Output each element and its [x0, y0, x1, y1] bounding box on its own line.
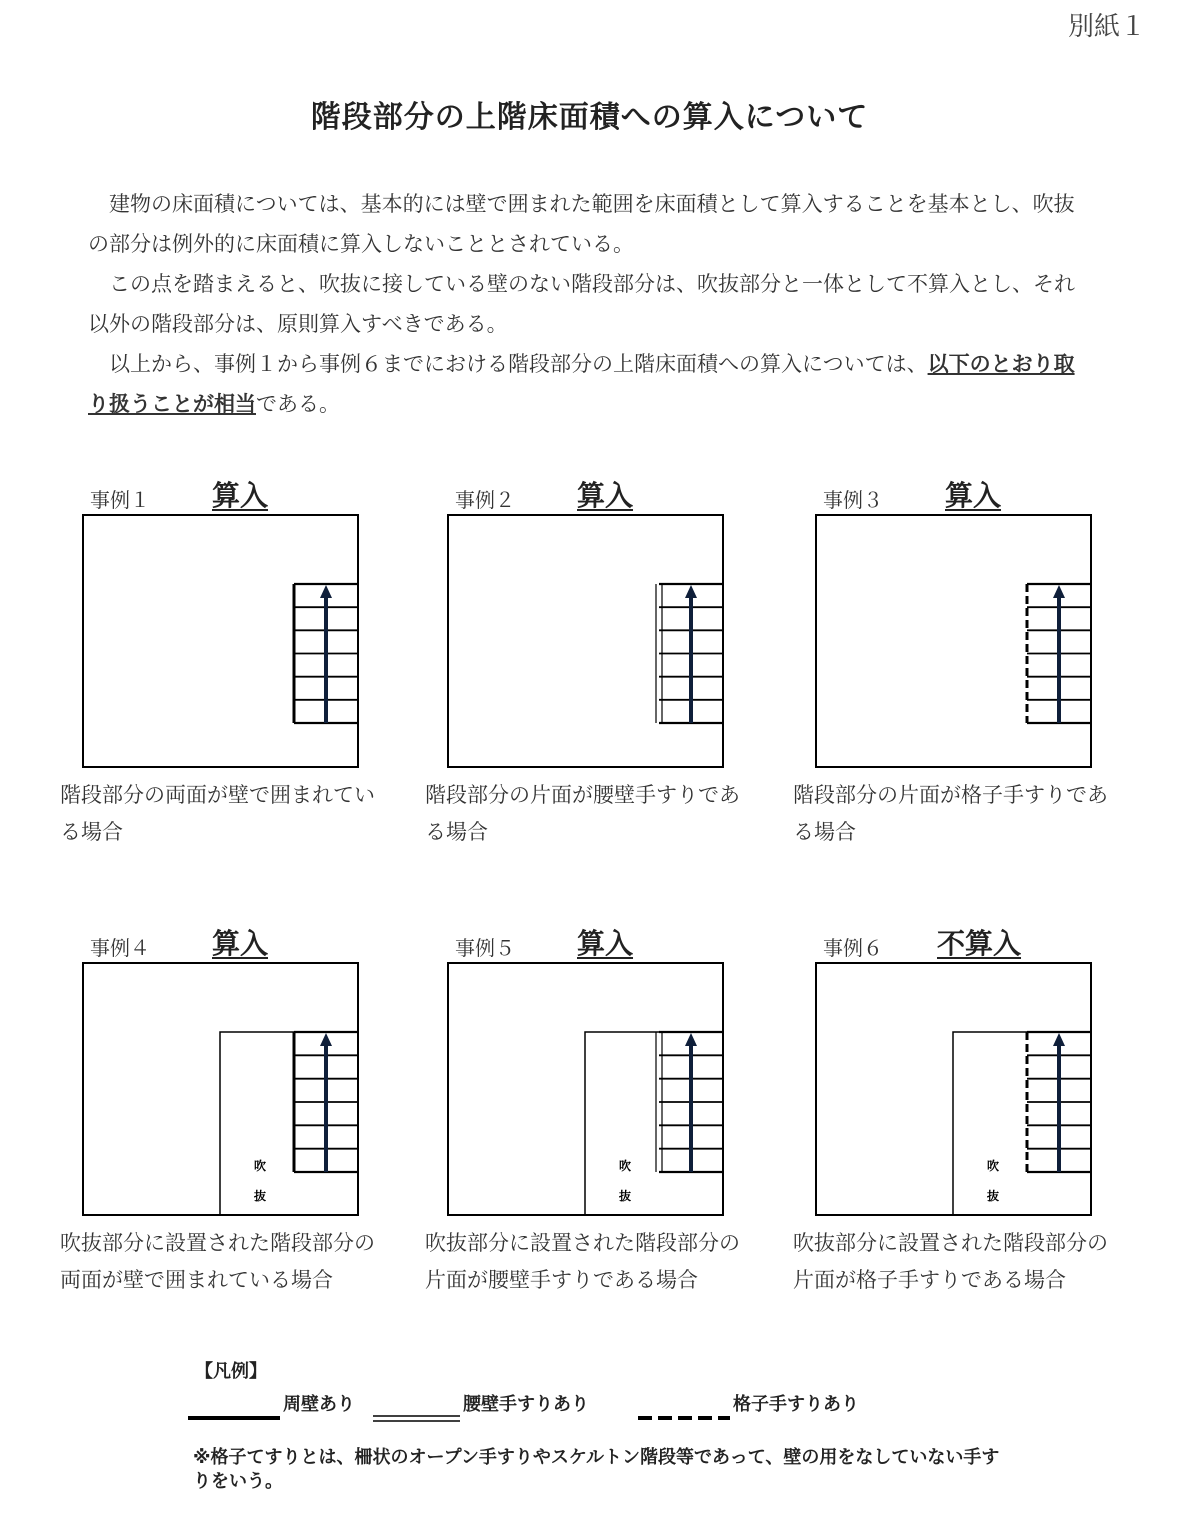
case-label: 事例３ — [823, 488, 883, 512]
paragraph-1: 建物の床面積については、基本的には壁で囲まれた範囲を床面積として算入することを基本とし、吹抜の部分は例外的に床面積に算入しないこととされている。 — [88, 192, 1075, 256]
case-label: 事例４ — [90, 936, 150, 960]
floor-plan-diagram — [815, 514, 1096, 772]
footnote: ※格子てすりとは、柵状のオープン手すりやスケルトン階段等であって、壁の用をなしていない手すりをいう。 — [193, 1447, 1000, 1492]
case-caption: 吹抜部分に設置された階段部分の両面が壁で囲まれている場合 — [60, 1231, 375, 1292]
room-outline — [816, 515, 1091, 767]
stair-arrowhead — [320, 1033, 332, 1046]
case-caption: 階段部分の片面が腰壁手すりである場合 — [425, 783, 740, 844]
room-outline — [448, 515, 723, 767]
case-label: 事例２ — [455, 488, 515, 512]
void-label-bottom: 抜 — [619, 1189, 632, 1203]
void-label-top: 吹 — [987, 1159, 1000, 1173]
stair-arrowhead — [320, 585, 332, 598]
paragraph-2: この点を踏まえると、吹抜に接している壁のない階段部分は、吹抜部分と一体として不算入とし、それ以外の階段部分は、原則算入すべきである。 — [88, 272, 1075, 336]
legend-lowwall-label: 腰壁手すりあり — [463, 1394, 589, 1415]
stair-arrowhead — [685, 585, 697, 598]
floor-plan-diagram — [815, 962, 1096, 1220]
stair-arrowhead — [1053, 1033, 1065, 1046]
room-outline — [83, 515, 358, 767]
floor-plan-diagram — [447, 962, 728, 1220]
floor-plan-diagram — [82, 514, 363, 772]
void-label-top: 吹 — [619, 1159, 632, 1173]
case-caption: 吹抜部分に設置された階段部分の片面が腰壁手すりである場合 — [425, 1231, 740, 1292]
legend-heading: 【凡例】 — [195, 1361, 267, 1382]
case-result: 不算入 — [937, 927, 1022, 960]
intro-paragraphs — [88, 184, 1088, 424]
paragraph-3-end: である。 — [256, 392, 340, 416]
case-label: 事例６ — [823, 936, 883, 960]
void-label-bottom: 抜 — [254, 1189, 267, 1203]
void-outline — [953, 1032, 1091, 1215]
floor-plan-diagram — [447, 514, 728, 772]
paragraph-3-text: 以上から、事例１から事例６までにおける階段部分の上階床面積への算入については、 — [109, 352, 928, 376]
legend-wall-label: 周壁あり — [283, 1394, 355, 1415]
void-label-bottom: 抜 — [987, 1189, 1000, 1203]
case-result: 算入 — [577, 927, 634, 960]
attachment-label: 別紙１ — [1067, 12, 1146, 42]
floor-plan-diagram — [82, 962, 363, 1220]
void-label-top: 吹 — [254, 1159, 267, 1173]
case-label: 事例１ — [90, 488, 150, 512]
case-result: 算入 — [212, 479, 269, 512]
stair-arrowhead — [685, 1033, 697, 1046]
void-outline — [585, 1032, 723, 1215]
paragraph-3 — [88, 344, 1088, 424]
paragraph-3-highlight: 以下のとおり取り扱うことが相当 — [88, 352, 1075, 416]
legend-lattice-label: 格子手すりあり — [733, 1394, 859, 1415]
case-label: 事例５ — [455, 936, 515, 960]
stair-arrowhead — [1053, 585, 1065, 598]
case-caption: 吹抜部分に設置された階段部分の片面が格子手すりである場合 — [793, 1231, 1108, 1292]
case-caption: 階段部分の片面が格子手すりである場合 — [793, 783, 1108, 844]
case-result: 算入 — [212, 927, 269, 960]
page-title: 階段部分の上階床面積への算入について — [310, 100, 869, 135]
case-result: 算入 — [945, 479, 1002, 512]
case-result: 算入 — [577, 479, 634, 512]
void-outline — [220, 1032, 358, 1215]
case-caption: 階段部分の両面が壁で囲まれている場合 — [60, 783, 375, 844]
